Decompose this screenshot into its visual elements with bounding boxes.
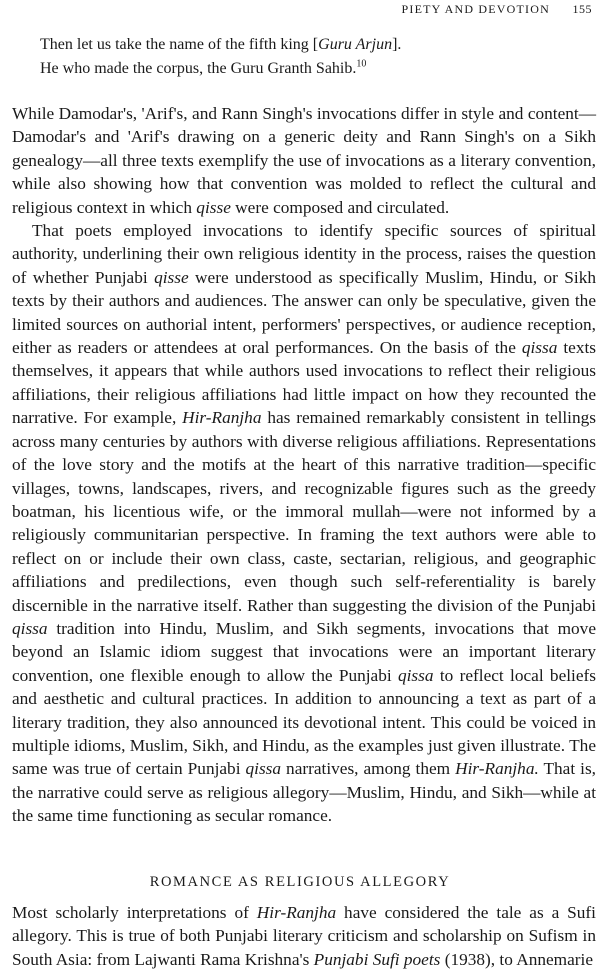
quote-text: ].: [392, 36, 402, 53]
block-quote-line-1: [40, 33, 560, 57]
italic-title: Punjabi Sufi poets: [313, 949, 441, 969]
italic-term: Hir-Ranjha: [256, 903, 337, 922]
running-head-title: PIETY AND DEVOTION: [401, 2, 550, 16]
italic-term: qisse: [196, 197, 231, 217]
italic-term: qissa: [12, 618, 48, 638]
body-text: [12, 102, 596, 828]
section-heading: ROMANCE AS RELIGIOUS ALLEGORY: [149, 874, 451, 890]
paragraph-text: tradition into Hindu, Muslim, and Sikh segments, invocations that move beyond an Islamic idiom suggest that invocations were an important literary convention, one flexible enough to allow the Punjabi: [12, 618, 596, 685]
body-text-continued: [12, 901, 596, 971]
quote-text: Then let us take the name of the fifth king [: [40, 36, 319, 53]
page-number: 155: [572, 2, 592, 16]
paragraph-text: were understood as specifically Muslim, Hindu, or Sikh texts by their authors and audiences. The answer can only be speculative, given the limited sources on authorial intent, performers' perspectives, or audience reception, either as readers or attendees at oral performances. On the basis of the: [12, 267, 596, 358]
paragraph-text: to reflect local beliefs and aesthetic and cultural practices. In addition to announcing a text as part of a literary tradition, they also announced its devotional intent. This could be voiced in multiple idioms, Muslim, Sikh, and Hindu, as the examples just given illustrate. The same was true of certain Punjabi: [12, 665, 596, 779]
italic-term: qissa: [245, 759, 282, 779]
paragraph-text: Most scholarly interpretations of: [12, 903, 257, 922]
paragraph-1: [12, 102, 596, 219]
paragraph-text: narratives, among them: [281, 759, 456, 779]
quote-italic: Guru Arjun: [318, 36, 393, 53]
paragraph-text: (1938), to Annemarie: [440, 949, 594, 969]
block-quote-line-2: [40, 57, 560, 81]
footnote-marker[interactable]: 10: [356, 58, 367, 70]
quote-text: He who made the corpus, the Guru Granth Sahib.: [40, 60, 357, 77]
italic-term: qisse: [154, 267, 189, 287]
paragraph-text: has remained remarkably consistent in tellings across many centuries by authors with diverse religious affiliations. Representations of the love story and the motifs at the heart of this narrative tradition—specific villages, towns, landscapes, rivers, and recognizable figures such as the greedy boatman, his licentious wife, or the immoral mullah—were not informed by a religiously communitarian perspective. In framing the text authors were able to reflect on or include their own class, caste, sectarian, religious, and geographic affiliations and predilections, even though such self-referentiality is barely discernible in the narrative itself. Rather than suggesting the division of the Punjabi: [12, 408, 596, 615]
paragraph-2: [12, 219, 596, 828]
running-head: [0, 0, 600, 22]
paragraph-text: were composed and circulated.: [230, 197, 450, 217]
paragraph-text: That poets employed invocations to identify specific sources of spiritual authority, underlining their own religious identity in the process, raises the question of whether Punjabi: [12, 221, 596, 287]
block-quote: [40, 33, 560, 81]
italic-term: qissa: [521, 338, 558, 358]
italic-term: Hir-Ranjha: [182, 408, 262, 428]
paragraph-text: texts themselves, it appears that while authors used invocations to reflect their religious affiliations, their religious affiliations had little impact on how they recounted the narrative. For example,: [12, 338, 596, 428]
italic-term: qissa: [397, 665, 434, 685]
paragraph-text: While Damodar's, 'Arif's, and Rann Singh's invocations differ in style and content—Damodar's and 'Arif's drawing on a generic deity and Rann Singh's on a Sikh genealogy—all three texts exemplify the use of invocations as a literary convention, while also showing how that convention was molded to reflect the cultural and religious context in which: [12, 104, 596, 217]
italic-term: Hir-Ranjha.: [455, 759, 539, 779]
paragraph-text: have considered the tale as a Sufi allegory. This is true of both Punjabi literary criticism and scholarship on Sufism in South Asia: from Lajwanti Rama Krishna's: [12, 903, 596, 969]
paragraph-3: [12, 901, 596, 971]
paragraph-text: That is, the narrative could serve as religious allegory—Muslim, Hindu, and Sikh—while at the same time functioning as secular romance.: [12, 759, 596, 826]
